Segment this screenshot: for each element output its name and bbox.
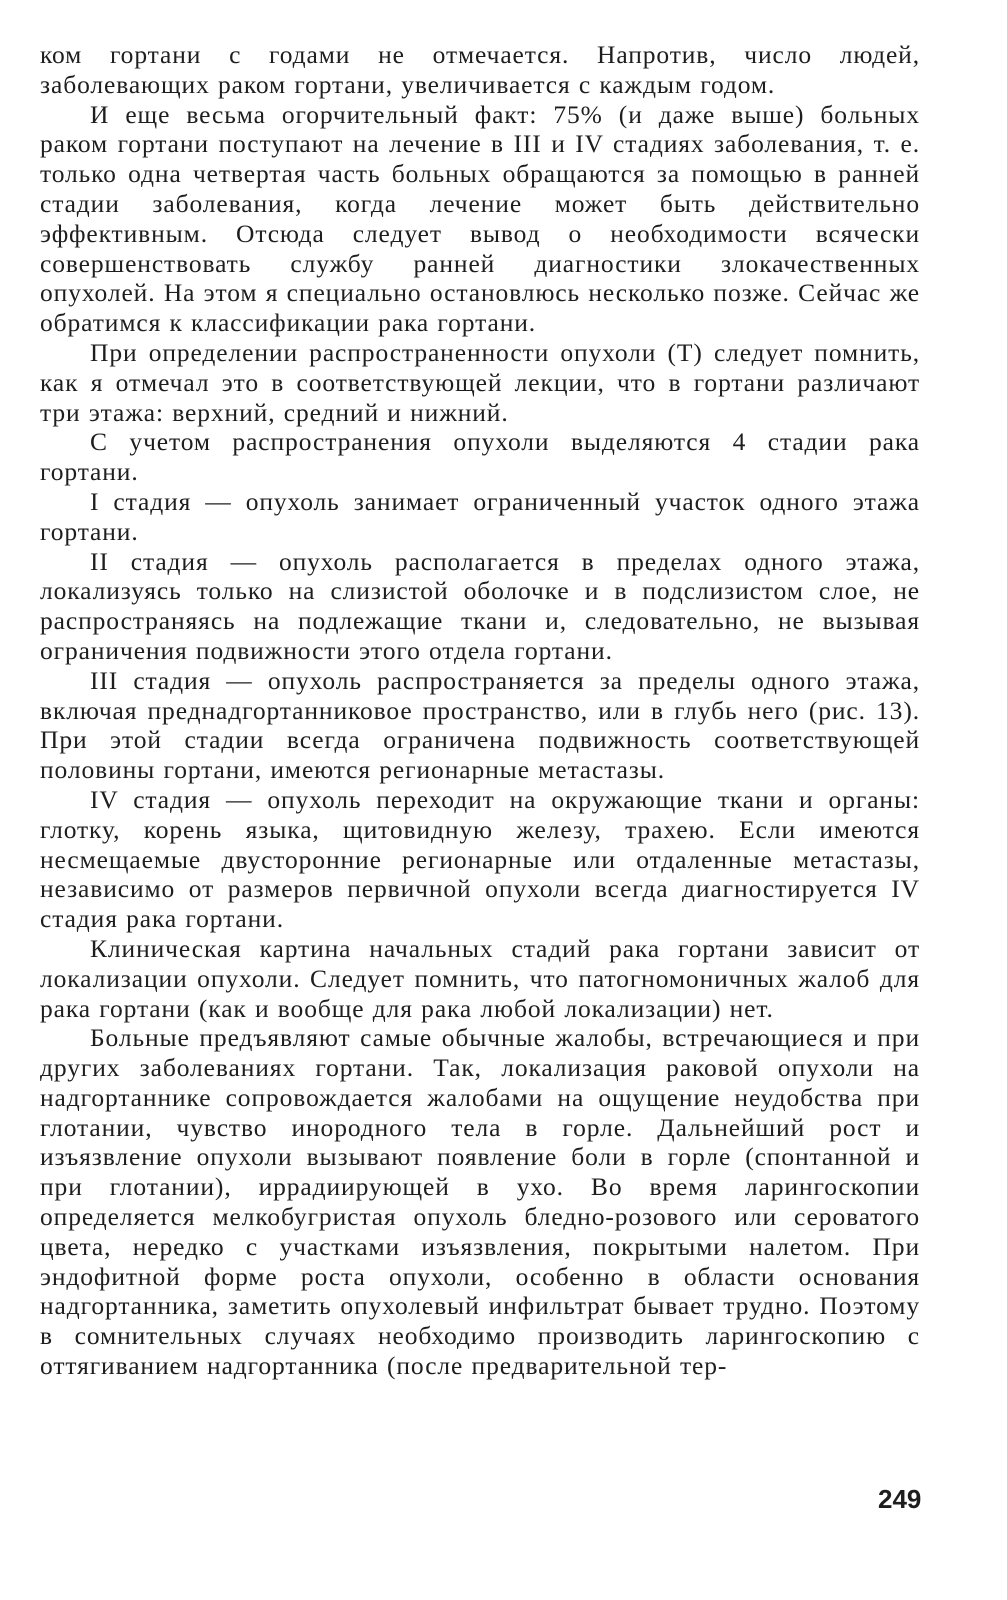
paragraph-5: I стадия — опухоль занимает ограниченный участок одного этажа гортани. [40, 486, 920, 546]
paragraph-2: И еще весьма огорчительный факт: 75% (и даже выше) больных раком гортани поступают на лечение в III и IV стадиях заболевания, т. е. только одна четвертая часть больных обращаются за помощью в ранней стадии заболевания, когда лечение может быть действительно эффективным. Отсюда следует вывод о необходимости всячески совершенствовать службу ранней диагностики злокачественных опухолей. На этом я специально остановлюсь несколько позже. Сейчас же обратимся к классификации рака гортани. [40, 99, 920, 338]
paragraph-6: II стадия — опухоль располагается в пределах одного этажа, локализуясь только на слизистой оболочке и в подслизистом слое, не распространяясь на подлежащие ткани и, следовательно, не вызывая ограничения подвижности этого отдела гортани. [40, 546, 920, 665]
paragraph-1: ком гортани с годами не отмечается. Напротив, число людей, заболевающих раком гортани, увеличивается с каждым годом. [40, 40, 920, 99]
paragraph-9: Клиническая картина начальных стадий рака гортани зависит от локализации опухоли. Следует помнить, что патогномоничных жалоб для рака гортани (как и вообще для рака любой локализации) нет. [40, 933, 920, 1023]
paragraph-8: IV стадия — опухоль переходит на окружающие ткани и органы: глотку, корень языка, щитовидную железу, трахею. Если имеются несмещаемые двусторонние регионарные или отдаленные метастазы, независимо от размеров первичной опухоли всегда диагностируется IV стадия рака гортани. [40, 784, 920, 934]
paragraph-3: При определении распространенности опухоли (Т) следует помнить, как я отмечал это в соответствующей лекции, что в гортани различают три этажа: верхний, средний и нижний. [40, 337, 920, 427]
page-text [40, 40, 920, 1381]
page-number: 249 [878, 1484, 922, 1514]
paragraph-10: Больные предъявляют самые обычные жалобы, встречающиеся и при других заболеваниях гортани. Так, локализация раковой опухоли на надгортаннике сопровождается жалобами на ощущение неудобства при глотании, чувство инородного тела в горле. Дальнейший рост и изъязвление опухоли вызывают появление боли в горле (спонтанной и при глотании), иррадиирующей в ухо. Во время ларингоскопии определяется мелкобугристая опухоль бледно-розового или сероватого цвета, нередко с участками изъязвления, покрытыми налетом. При эндофитной форме роста опухоли, особенно в области основания надгортанника, заметить опухолевый инфильтрат бывает трудно. Поэтому в сомнительных случаях необходимо производить ларингоскопию с оттягиванием надгортанника (после предварительной тер- [40, 1023, 920, 1381]
paragraph-7: III стадия — опухоль распространяется за пределы одного этажа, включая преднадгортанниковое пространство, или в глубь него (рис. 13). При этой стадии всегда ограничена подвижность соответствующей половины гортани, имеются регионарные метастазы. [40, 665, 920, 785]
paragraph-4: С учетом распространения опухоли выделяются 4 стадии рака гортани. [40, 427, 920, 487]
